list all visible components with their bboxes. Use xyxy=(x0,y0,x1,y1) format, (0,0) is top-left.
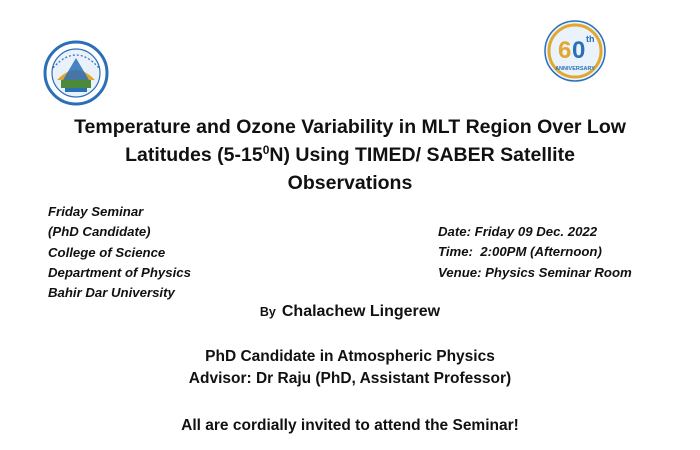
info-venue: Venue: Physics Seminar Room xyxy=(438,264,632,280)
candidate-program: PhD Candidate in Atmospheric Physics xyxy=(205,348,495,365)
seminar-info-right xyxy=(438,222,632,283)
title-line-3: Observations xyxy=(287,172,413,194)
presenter-line xyxy=(0,303,700,321)
candidate-advisor: Advisor: Dr Raju (PhD, Assistant Professor) xyxy=(188,370,512,387)
svg-text:0: 0 xyxy=(572,37,586,64)
svg-text:6: 6 xyxy=(558,37,572,64)
candidate-block xyxy=(0,346,700,390)
seminar-title xyxy=(60,113,640,197)
anniversary-superscript: th xyxy=(586,34,595,44)
info-university: Bahir Dar University xyxy=(48,285,175,301)
info-candidate-type: (PhD Candidate) xyxy=(48,224,151,240)
title-line-2-post: N) Using TIMED/ SABER Satellite xyxy=(269,144,575,166)
info-college: College of Science xyxy=(48,244,166,260)
info-date: Date: Friday 09 Dec. 2022 xyxy=(438,224,598,239)
seminar-info-left xyxy=(48,202,191,303)
presenter-name: Chalachew Lingerew xyxy=(281,303,441,320)
presenter-by-label: By xyxy=(259,305,276,319)
info-time: Time: 2:00PM (Afternoon) xyxy=(438,244,602,260)
university-emblem-logo xyxy=(43,40,109,106)
info-seminar-type: Friday Seminar xyxy=(48,204,144,219)
info-department: Department of Physics xyxy=(48,264,191,280)
title-superscript: 0 xyxy=(262,143,270,157)
title-line-2-pre: Latitudes (5-15 xyxy=(125,144,263,166)
invitation-text: All are cordially invited to attend the Seminar! xyxy=(181,417,519,434)
title-line-1: Temperature and Ozone Variability in MLT Region Over Low xyxy=(74,116,626,138)
anniversary-caption: ANNIVERSARY xyxy=(555,66,595,72)
anniversary-logo xyxy=(544,18,606,90)
